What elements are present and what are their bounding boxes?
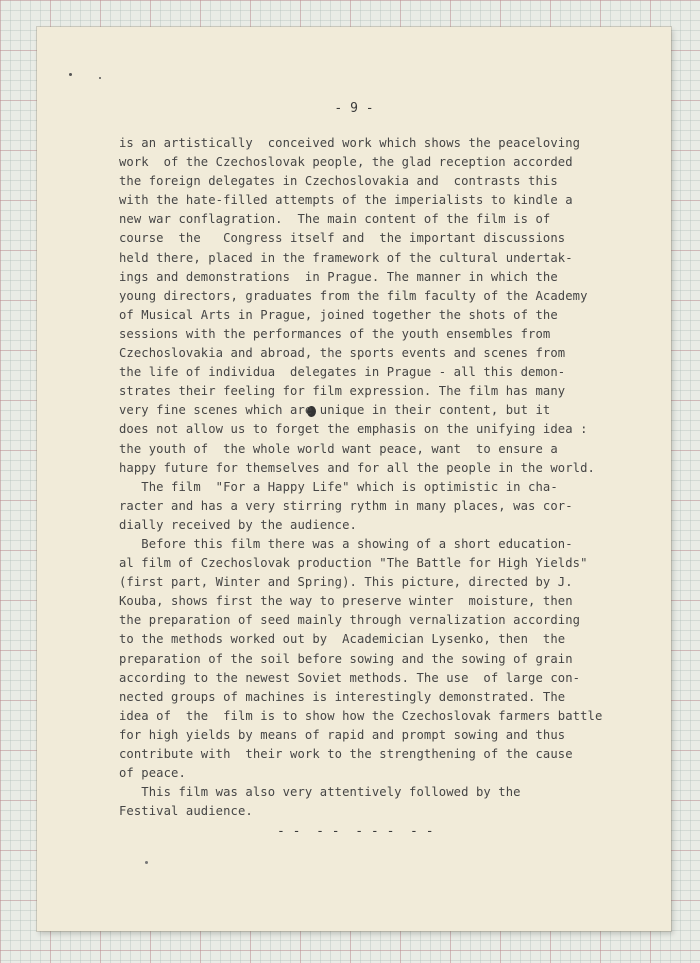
- text-line: al film of Czechoslovak production "The Battle for High Yields": [119, 556, 588, 571]
- text-line: to the methods worked out by Academician Lysenko, then the: [119, 632, 566, 647]
- text-line: preparation of the soil before sowing and the sowing of grain: [119, 651, 573, 666]
- text-line: Kouba, shows first the way to preserve winter moisture, then: [119, 594, 573, 609]
- text-line: ings and demonstrations in Prague. The manner in which the: [119, 269, 558, 284]
- text-line: dially received by the audience.: [119, 517, 357, 532]
- text-line: racter and has a very stirring rythm in many places, was cor-: [119, 498, 573, 513]
- text-line: the youth of the whole world want peace, want to ensure a: [119, 441, 558, 456]
- text-line: idea of the film is to show how the Czechoslovak farmers battle: [119, 708, 603, 723]
- text-line: work of the Czechoslovak people, the glad reception accorded: [119, 155, 573, 170]
- text-line: with the hate-filled attempts of the imperialists to kindle a: [119, 193, 573, 208]
- text-line: Before this film there was a showing of a short education-: [119, 536, 573, 551]
- text-line: happy future for themselves and for all the people in the world.: [119, 460, 595, 475]
- ink-speck-mark: [69, 73, 72, 76]
- text-line: nected groups of machines is interestingly demonstrated. The: [119, 689, 566, 704]
- text-line: of peace.: [119, 766, 186, 781]
- text-line: does not allow us to forget the emphasis on the unifying idea :: [119, 422, 588, 437]
- text-line: This film was also very attentively followed by the: [119, 785, 521, 800]
- body-text: [119, 134, 659, 821]
- document-page: [37, 27, 671, 931]
- text-line: contribute with their work to the strengthening of the cause: [119, 747, 573, 761]
- text-line: Festival audience.: [119, 804, 253, 819]
- text-line: is an artistically conceived work which shows the peaceloving: [119, 136, 581, 150]
- text-line: sessions with the performances of the youth ensembles from: [119, 326, 551, 341]
- text-line: according to the newest Soviet methods. The use of large con-: [119, 670, 581, 685]
- text-line: course the Congress itself and the important discussions: [119, 231, 566, 246]
- text-line: Czechoslovakia and abroad, the sports events and scenes from: [119, 346, 566, 361]
- text-line: very fine scenes which are unique in their content, but it: [119, 403, 551, 418]
- page-number: - 9 -: [334, 101, 374, 116]
- text-line: for high yields by means of rapid and prompt sowing and thus: [119, 727, 566, 742]
- text-line: the life of individua delegates in Prague - all this demon-: [119, 365, 566, 380]
- text-line: The film "For a Happy Life" which is optimistic in cha-: [119, 479, 558, 494]
- text-line: held there, placed in the framework of the cultural undertak-: [119, 250, 573, 265]
- text-line: of Musical Arts in Prague, joined together the shots of the: [119, 307, 558, 322]
- text-line: strates their feeling for film expression. The film has many: [119, 384, 566, 399]
- ink-speck-mark: [99, 77, 101, 79]
- text-line: young directors, graduates from the film faculty of the Academy: [119, 288, 588, 303]
- end-of-text-dashes: - - - - - - - - -: [277, 824, 434, 839]
- text-line: the foreign delegates in Czechoslovakia and contrasts this: [119, 174, 558, 189]
- text-line: (first part, Winter and Spring). This picture, directed by J.: [119, 575, 573, 590]
- text-line: the preparation of seed mainly through vernalization according: [119, 613, 581, 628]
- ink-speck-mark: [145, 861, 148, 864]
- text-line: new war conflagration. The main content of the film is of: [119, 212, 551, 227]
